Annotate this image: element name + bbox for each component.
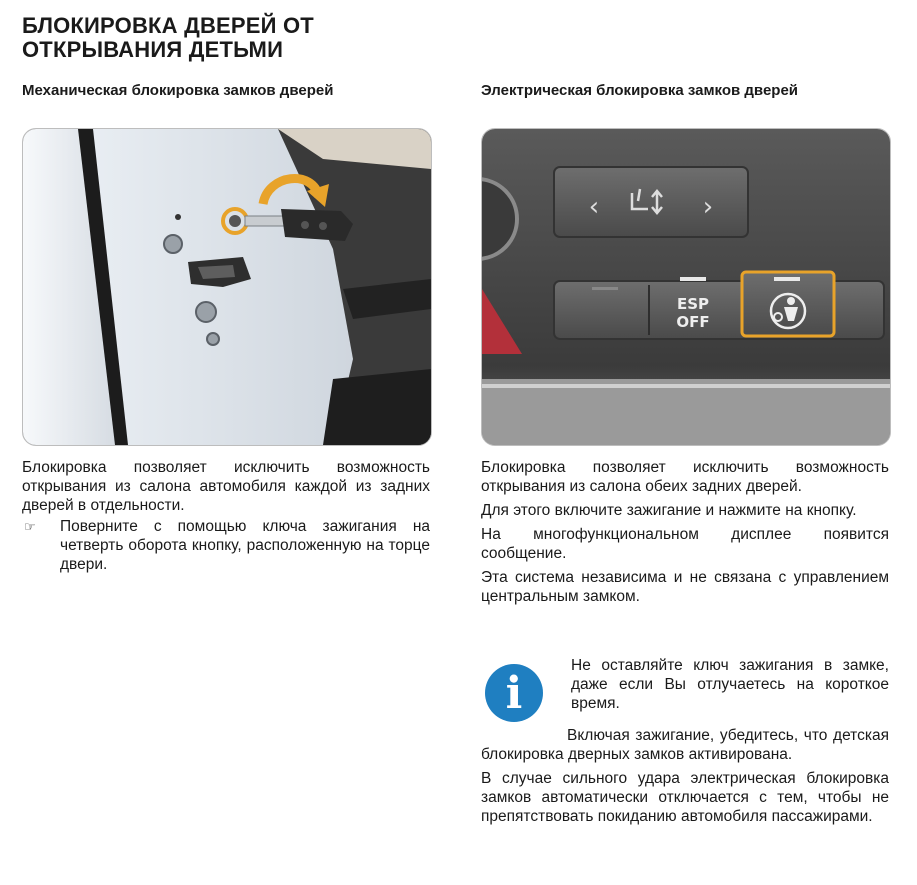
info-note — [481, 656, 889, 826]
electric-lock-subtitle: Электрическая блокировка замков дверей — [481, 82, 799, 99]
bullet-text: Поверните с помощью ключа зажигания на четверть оборота кнопку, расположенную на торце двери. — [60, 518, 430, 573]
right-paragraph-4: Эта система независима и не связана с управлением центральным замком. — [481, 569, 889, 605]
info-paragraph-3: В случае сильного удара электрическая блокировка замков автоматически отключается с тем, чтобы не препятствовать покиданию автомобиля пассажирами. — [481, 770, 889, 825]
left-paragraph: Блокировка позволяет исключить возможность открывания из салона автомобиля каждой из задних дверей в отдельности. — [22, 459, 430, 514]
svg-text:‹: ‹ — [588, 192, 600, 222]
door-lock-photo — [22, 128, 432, 446]
mechanical-lock-subtitle: Механическая блокировка замков дверей — [22, 82, 334, 99]
page-title: БЛОКИРОВКА ДВЕРЕЙ ОТ ОТКРЫВАНИЯ ДЕТЬМИ — [22, 13, 314, 62]
right-text-block — [481, 458, 889, 606]
esp-label: ESP — [676, 295, 710, 313]
svg-text:›: › — [702, 192, 714, 222]
control-panel-photo — [481, 128, 891, 446]
right-paragraph-3: На многофункциональном дисплее появится сообщение. — [481, 526, 889, 562]
right-paragraph-1: Блокировка позволяет исключить возможность открывания из салона обеих задних дверей. — [481, 459, 889, 495]
info-icon: i — [485, 664, 543, 722]
off-label: OFF — [676, 313, 710, 331]
info-paragraph-1: Не оставляйте ключ зажигания в замке, даже если Вы отлучаетесь на короткое время. — [571, 657, 889, 712]
left-text-block — [22, 458, 430, 574]
right-paragraph-2: Для этого включите зажигание и нажмите на кнопку. — [481, 502, 857, 519]
instruction-bullet — [22, 517, 430, 574]
pointing-hand-icon: ☞ — [24, 519, 36, 534]
info-paragraph-2: Включая зажигание, убедитесь, что детская блокировка дверных замков активирована. — [481, 727, 889, 763]
